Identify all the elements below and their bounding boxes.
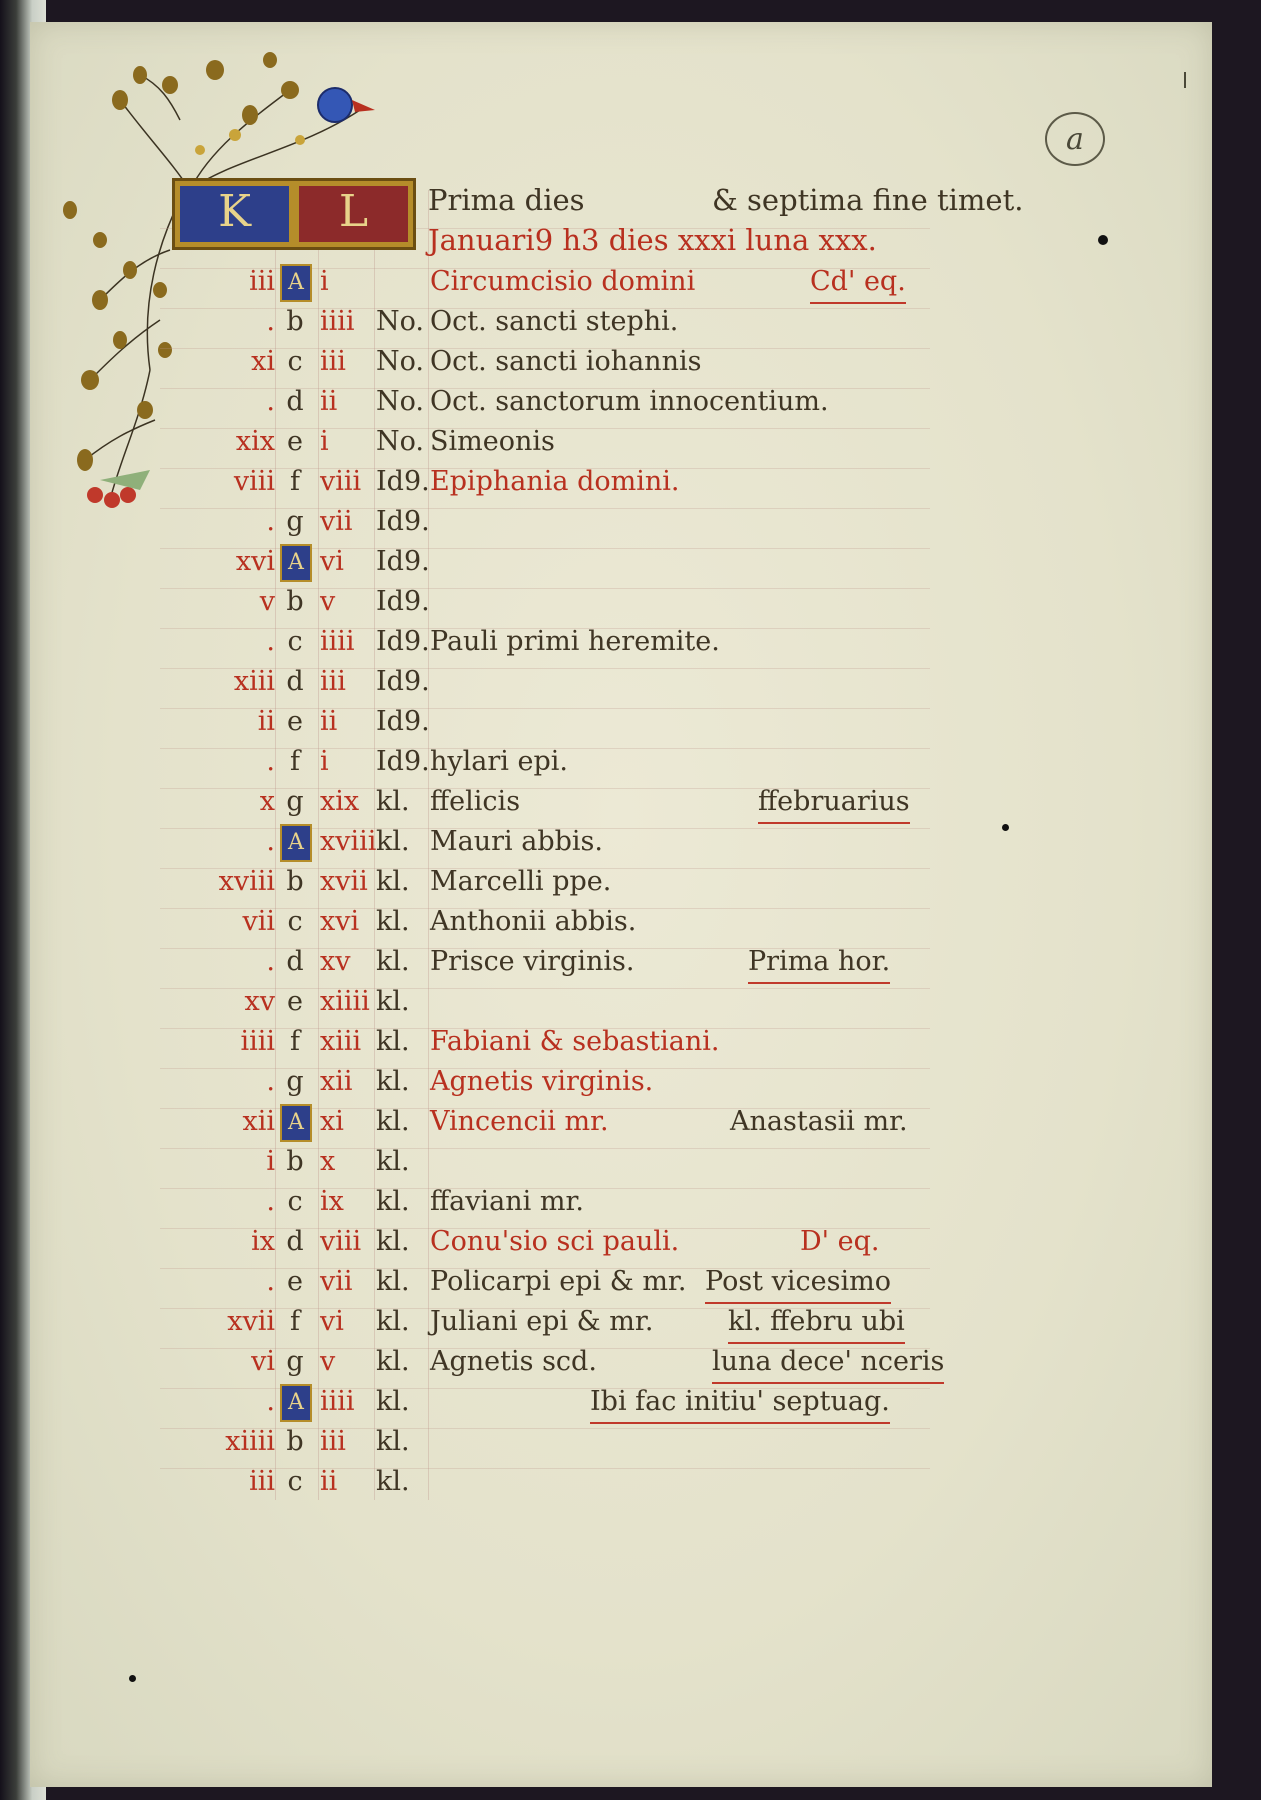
prick-mark	[1002, 824, 1009, 831]
calendar-note: Ibi fac initiu' septuag.	[590, 1382, 890, 1424]
dominical-letter: g	[286, 1066, 304, 1097]
golden-number: .	[266, 306, 275, 337]
roman-day: v	[320, 586, 336, 617]
dominical-letter: c	[287, 1186, 303, 1217]
dominical-letter: b	[286, 1146, 304, 1177]
golden-number: viii	[233, 466, 275, 497]
kalendar-mark: Id9.	[376, 546, 430, 577]
header-verse-right: & septima fine timet.	[712, 183, 1024, 217]
dominical-letter: d	[286, 946, 304, 977]
golden-number: ix	[251, 1226, 275, 1257]
dominical-letter: b	[286, 1426, 304, 1457]
kalendar-mark: kl.	[376, 906, 410, 937]
margin-tick	[1184, 72, 1186, 88]
header-verse-left: Prima dies	[428, 183, 585, 217]
initial-letter-k: K	[180, 186, 289, 242]
calendar-note: Prima hor.	[748, 942, 890, 984]
roman-day: viii	[320, 1226, 362, 1257]
roman-day: ii	[320, 706, 338, 737]
kalendar-mark: No.	[376, 306, 424, 337]
kalendar-mark: kl.	[376, 1386, 410, 1417]
saint-feast: Pauli primi heremite.	[430, 626, 720, 657]
golden-number: .	[266, 386, 275, 417]
golden-number: .	[266, 1066, 275, 1097]
roman-day: vii	[320, 1266, 353, 1297]
saint-feast: hylari epi.	[430, 746, 568, 777]
kalendar-mark: kl.	[376, 786, 410, 817]
kalendar-mark: kl.	[376, 826, 410, 857]
roman-day: x	[320, 1146, 336, 1177]
golden-number: xiii	[233, 666, 275, 697]
dominical-letter: g	[286, 786, 304, 817]
saint-feast: Marcelli ppe.	[430, 866, 612, 897]
kalendar-mark: kl.	[376, 866, 410, 897]
roman-day: vi	[320, 1306, 344, 1337]
roman-day: iii	[320, 666, 346, 697]
roman-day: viii	[320, 466, 362, 497]
roman-day: vi	[320, 546, 344, 577]
roman-day: xv	[320, 946, 351, 977]
saint-feast: Oct. sanctorum innocentium.	[430, 386, 829, 417]
kalendar-mark: kl.	[376, 986, 410, 1017]
saint-feast: Oct. sancti stephi.	[430, 306, 679, 337]
calendar-note: Anastasii mr.	[730, 1106, 908, 1137]
roman-day: xiiii	[320, 986, 370, 1017]
golden-number: xvi	[235, 546, 275, 577]
kalendar-mark: kl.	[376, 1066, 410, 1097]
roman-day: ii	[320, 386, 338, 417]
header-month-line: Januari9 h3 dies xxxi luna xxx.	[428, 223, 877, 257]
initial-letter-l: L	[299, 186, 408, 242]
dominical-letter: f	[290, 1026, 300, 1057]
dominical-letter: b	[286, 586, 304, 617]
kalendar-mark: kl.	[376, 1226, 410, 1257]
dominical-letter-initial: A	[280, 1384, 312, 1422]
kalendar-mark: kl.	[376, 1026, 410, 1057]
roman-day: xviii	[320, 826, 377, 857]
calendar-note: kl. ffebru ubi	[728, 1302, 905, 1344]
roman-day: iiii	[320, 626, 355, 657]
golden-number: iii	[249, 266, 275, 297]
dominical-letter: e	[287, 706, 303, 737]
kalendar-mark: Id9.	[376, 586, 430, 617]
golden-number: vi	[251, 1346, 275, 1377]
dominical-letter-initial: A	[280, 264, 312, 302]
roman-day: xii	[320, 1066, 353, 1097]
calendar-note: ffebruarius	[758, 782, 910, 824]
saint-feast: Juliani epi & mr.	[430, 1306, 654, 1337]
dominical-letter: c	[287, 906, 303, 937]
golden-number: .	[266, 506, 275, 537]
dominical-letter-initial: A	[280, 544, 312, 582]
kl-illuminated-initial	[172, 178, 416, 250]
saint-feast: Epiphania domini.	[430, 466, 680, 497]
kalendar-mark: No.	[376, 346, 424, 377]
kalendar-mark: kl.	[376, 1346, 410, 1377]
saint-feast: Fabiani & sebastiani.	[430, 1026, 720, 1057]
kalendar-mark: kl.	[376, 1106, 410, 1137]
roman-day: v	[320, 1346, 336, 1377]
dominical-letter-initial: A	[280, 1104, 312, 1142]
golden-number: i	[266, 1146, 275, 1177]
golden-number: xii	[242, 1106, 275, 1137]
kalendar-mark: kl.	[376, 1146, 410, 1177]
calendar-note: Cd' eq.	[810, 262, 906, 304]
golden-number: iii	[249, 1466, 275, 1497]
roman-day: iiii	[320, 306, 355, 337]
kalendar-mark: No.	[376, 386, 424, 417]
roman-day: i	[320, 426, 329, 457]
kalendar-mark: Id9.	[376, 626, 430, 657]
prick-mark	[129, 1675, 136, 1682]
saint-feast: Simeonis	[430, 426, 555, 457]
dominical-letter-initial: A	[280, 824, 312, 862]
kalendar-mark: kl.	[376, 1186, 410, 1217]
column-rule	[318, 190, 319, 1500]
saint-feast: Agnetis scd.	[430, 1346, 597, 1377]
kalendar-mark: kl.	[376, 1466, 410, 1497]
dominical-letter: b	[286, 306, 304, 337]
roman-day: i	[320, 746, 329, 777]
roman-day: iii	[320, 346, 346, 377]
dominical-letter: g	[286, 506, 304, 537]
dominical-letter: f	[290, 1306, 300, 1337]
roman-day: xi	[320, 1106, 344, 1137]
golden-number: xix	[235, 426, 275, 457]
golden-number: .	[266, 1186, 275, 1217]
calendar-note: Post vicesimo	[705, 1262, 891, 1304]
calendar-note: D' eq.	[800, 1226, 880, 1257]
kalendar-mark: kl.	[376, 946, 410, 977]
golden-number: vii	[242, 906, 275, 937]
dominical-letter: d	[286, 386, 304, 417]
saint-feast: Mauri abbis.	[430, 826, 603, 857]
dominical-letter: c	[287, 1466, 303, 1497]
kalendar-mark: Id9.	[376, 666, 430, 697]
golden-number: xiiii	[225, 1426, 275, 1457]
dominical-letter: e	[287, 986, 303, 1017]
roman-day: i	[320, 266, 329, 297]
dominical-letter: d	[286, 1226, 304, 1257]
folio-mark	[1045, 112, 1105, 166]
dominical-letter: g	[286, 1346, 304, 1377]
saint-feast: ffelicis	[430, 786, 521, 817]
dominical-letter: b	[286, 866, 304, 897]
kalendar-mark	[376, 262, 431, 302]
kalendar-mark: kl.	[376, 1306, 410, 1337]
roman-day: ii	[320, 1466, 338, 1497]
golden-number: .	[266, 946, 275, 977]
saint-feast: Conu'sio sci pauli.	[430, 1226, 680, 1257]
saint-feast: Agnetis virginis.	[430, 1066, 654, 1097]
golden-number: xv	[244, 986, 275, 1017]
roman-day: iii	[320, 1426, 346, 1457]
saint-feast: Oct. sancti iohannis	[430, 346, 702, 377]
dominical-letter: d	[286, 666, 304, 697]
saint-feast: ffaviani mr.	[430, 1186, 584, 1217]
golden-number: .	[266, 1266, 275, 1297]
dominical-letter: e	[287, 1266, 303, 1297]
golden-number: iiii	[240, 1026, 275, 1057]
golden-number: .	[266, 746, 275, 777]
saint-feast: Anthonii abbis.	[430, 906, 637, 937]
golden-number: ii	[257, 706, 275, 737]
roman-day: xvii	[320, 866, 368, 897]
dominical-letter: c	[287, 346, 303, 377]
kalendar-mark: No.	[376, 426, 424, 457]
saint-feast: Circumcisio domini	[430, 266, 696, 297]
dominical-letter: f	[290, 466, 300, 497]
roman-day: ix	[320, 1186, 344, 1217]
roman-day: xvi	[320, 906, 360, 937]
dominical-letter: f	[290, 746, 300, 777]
kalendar-mark: Id9.	[376, 706, 430, 737]
kalendar-mark: Id9.	[376, 506, 430, 537]
golden-number: .	[266, 626, 275, 657]
roman-day: vii	[320, 506, 353, 537]
dominical-letter: e	[287, 426, 303, 457]
prick-mark	[1098, 235, 1108, 245]
golden-number: .	[266, 1386, 275, 1417]
kalendar-mark: Id9.	[376, 746, 430, 777]
golden-number: xvii	[227, 1306, 275, 1337]
kalendar-mark: Id9.	[376, 466, 430, 497]
roman-day: xiii	[320, 1026, 362, 1057]
calendar-note: luna dece' nceris	[712, 1342, 944, 1384]
folio-letter: a	[1066, 121, 1084, 157]
kalendar-mark: kl.	[376, 1266, 410, 1297]
saint-feast: Vincencii mr.	[430, 1106, 609, 1137]
roman-day: iiii	[320, 1386, 355, 1417]
roman-day: xix	[320, 786, 360, 817]
golden-number: x	[259, 786, 275, 817]
saint-feast: Policarpi epi & mr.	[430, 1266, 687, 1297]
golden-number: xi	[251, 346, 275, 377]
golden-number: .	[266, 826, 275, 857]
golden-number: xviii	[218, 866, 275, 897]
kalendar-mark: kl.	[376, 1426, 410, 1457]
golden-number: v	[259, 586, 275, 617]
dominical-letter: c	[287, 626, 303, 657]
saint-feast: Prisce virginis.	[430, 946, 635, 977]
